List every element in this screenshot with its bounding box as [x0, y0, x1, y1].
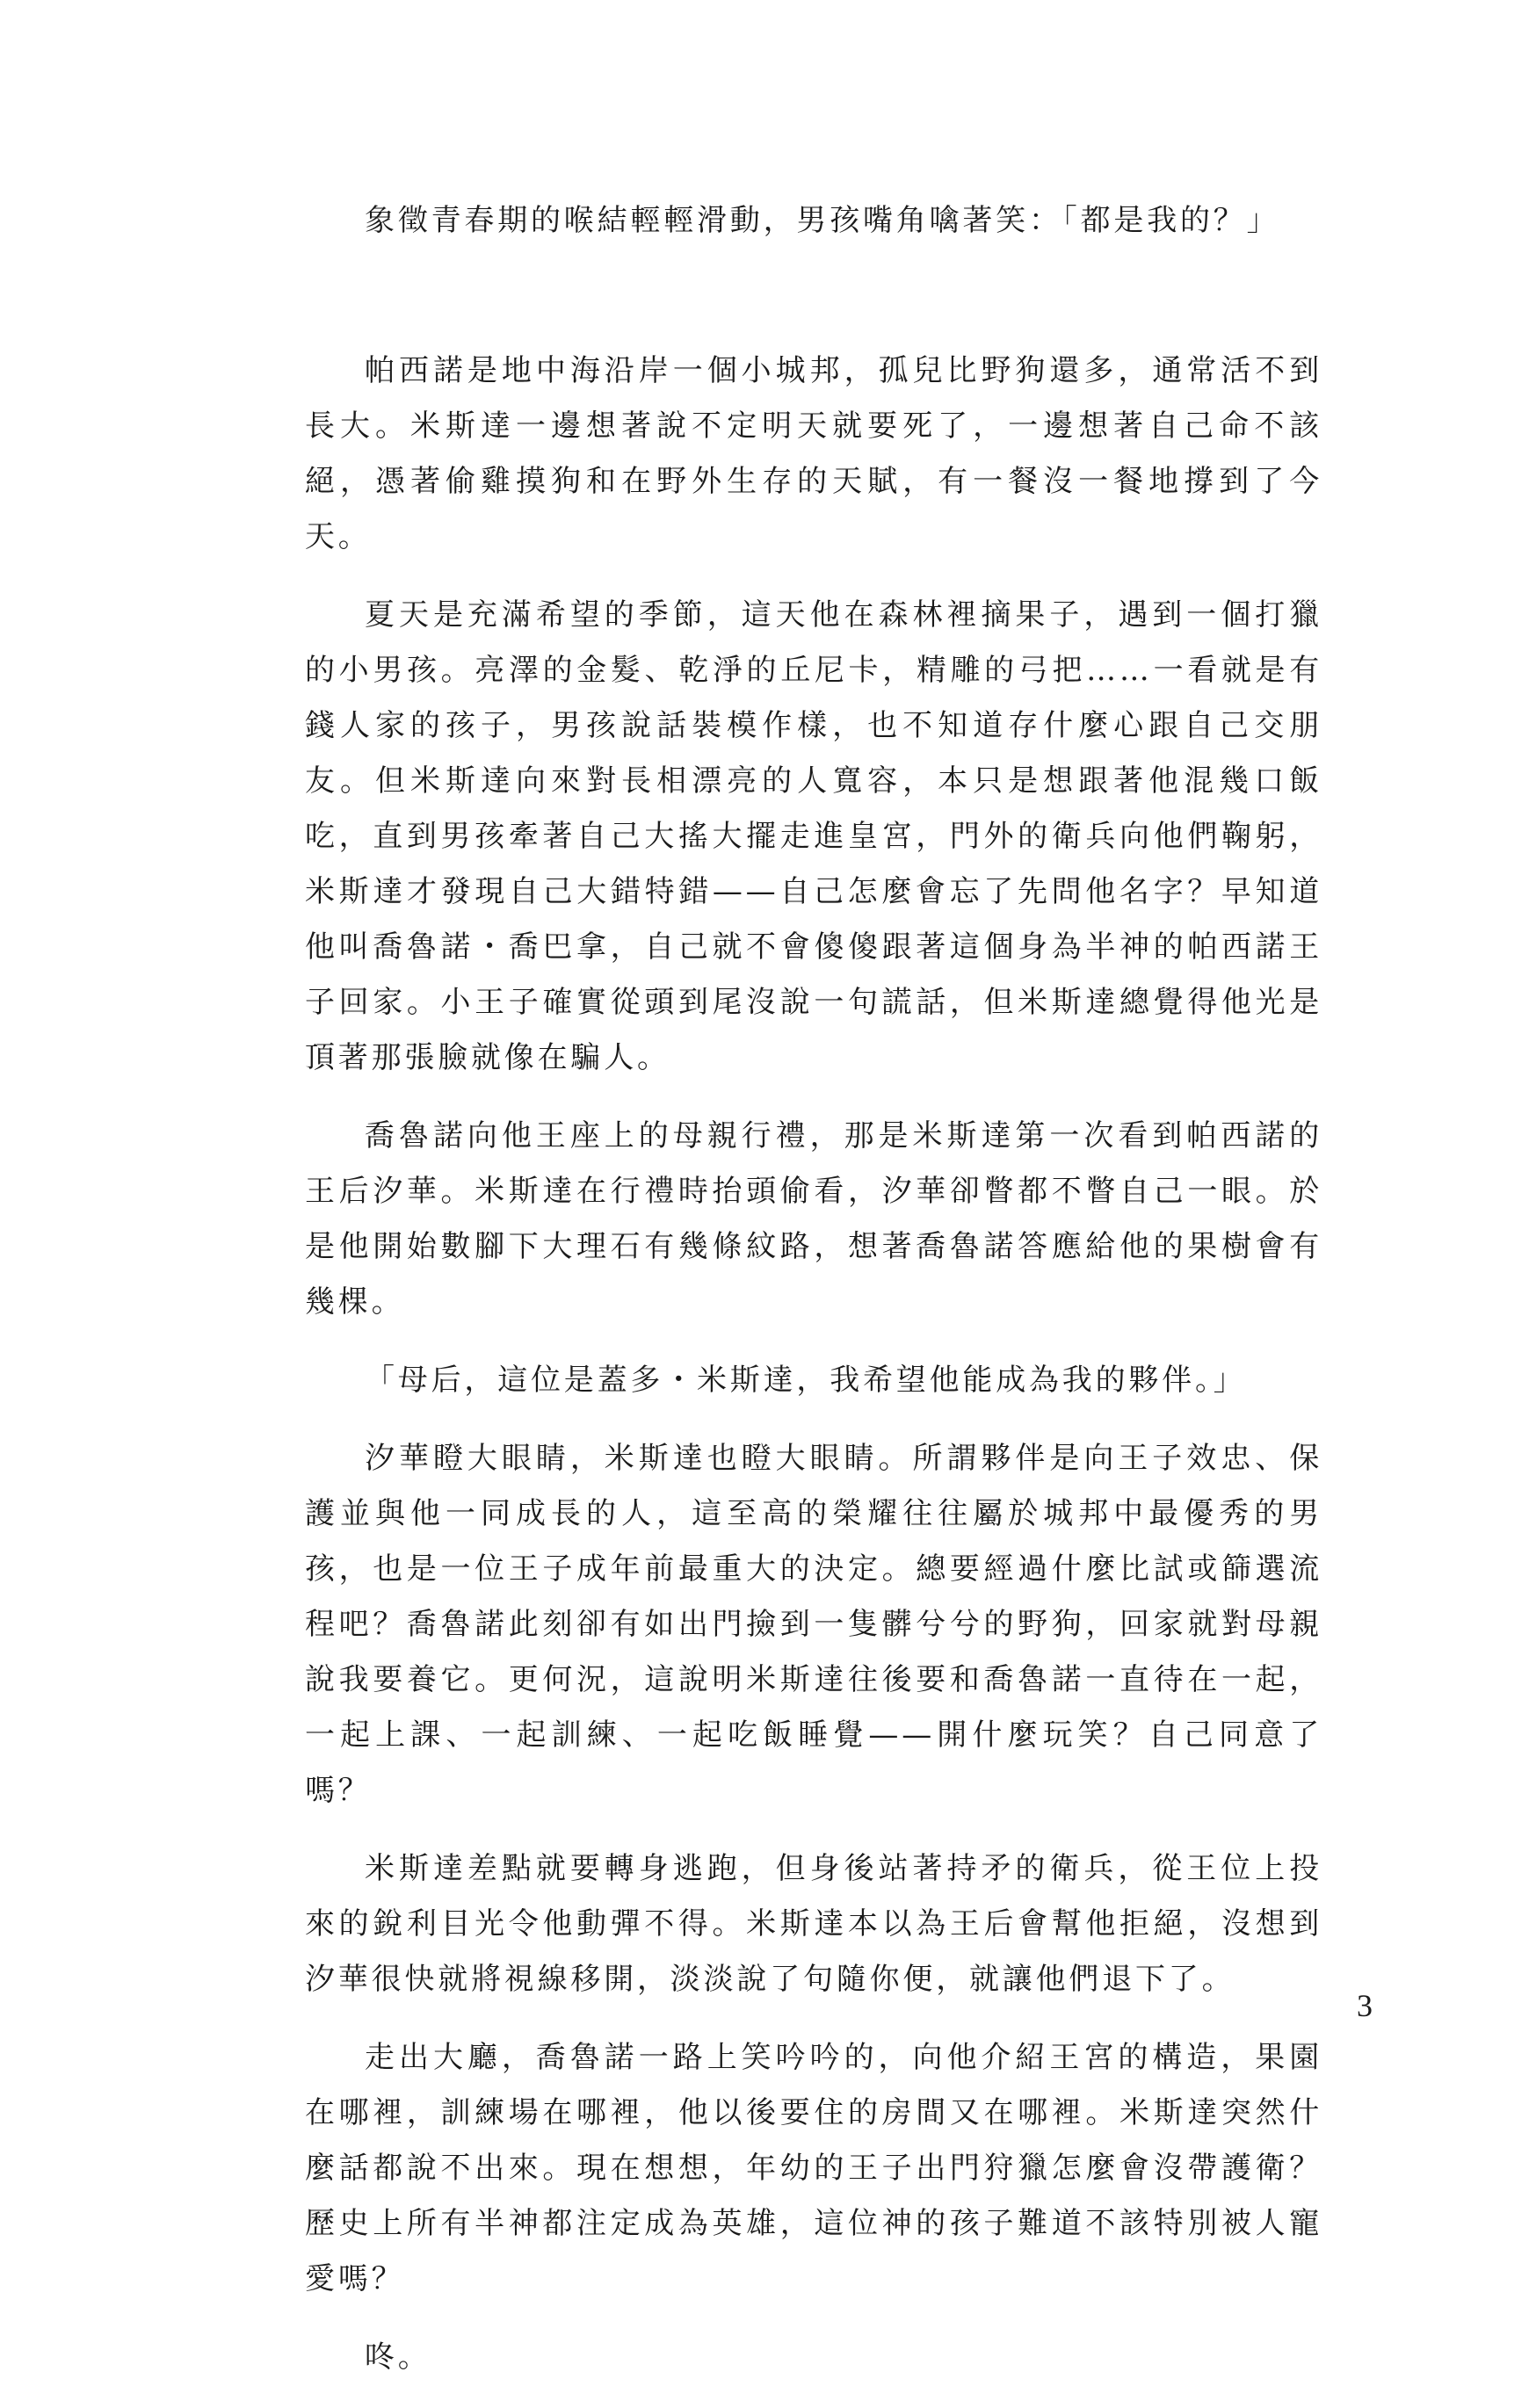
paragraph-5: 「母后，這位是蓋多・米斯達，我希望他能成為我的夥伴。」	[365, 1363, 1247, 1398]
paragraph-1: 象徵青春期的喉結輕輕滑動，男孩嘴角噙著笑：「都是我的？」	[365, 203, 1280, 238]
page-number: 3	[1357, 1988, 1373, 2023]
paragraph-6: 汐華瞪大眼睛，米斯達也瞪大眼睛。所謂夥伴是向王子效忠、保護並與他一同成長的人，這至高的榮耀往往屬於城邦中最優秀的男孩，也是一位王子成年前最重大的決定。總要經過什麼比試或篩選流程吧？喬魯諾此刻卻有如出門撿到一隻髒兮兮的野狗，回家就對母親說我要養它。更何況，這說明米斯達往後要和喬魯諾一直待在一起，一起上課、一起訓練、一起吃飯睡覺——開什麼玩笑？自己同意了嗎？	[305, 1441, 1322, 1808]
paragraph-3: 夏天是充滿希望的季節，這天他在森林裡摘果子，遇到一個打獵的小男孩。亮澤的金髮、乾淨的丘尼卡，精雕的弓把……一看就是有錢人家的孩子，男孩說話裝模作樣，也不知道存什麼心跟自己交朋友。但米斯達向來對長相漂亮的人寬容，本只是想跟著他混幾口飯吃，直到男孩牽著自己大搖大擺走進皇宮，門外的衛兵向他們鞠躬，米斯達才發現自己大錯特錯——自己怎麼會忘了先問他名字？早知道他叫喬魯諾・喬巴拿，自己就不會傻傻跟著這個身為半神的帕西諾王子回家。小王子確實從頭到尾沒說一句謊話，但米斯達總覺得他光是頂著那張臉就像在騙人。	[305, 597, 1322, 1075]
paragraph-7: 米斯達差點就要轉身逃跑，但身後站著持矛的衛兵，從王位上投來的銳利目光令他動彈不得。米斯達本以為王后會幫他拒絕，沒想到汐華很快就將視線移開，淡淡說了句隨你便，就讓他們退下了。	[305, 1851, 1322, 1997]
paragraph-9: 咚。	[365, 2339, 431, 2375]
paragraph-2: 帕西諾是地中海沿岸一個小城邦，孤兒比野狗還多，通常活不到長大。米斯達一邊想著說不定明天就要死了，一邊想著自己命不該絕，憑著偷雞摸狗和在野外生存的天賦，有一餐沒一餐地撐到了今天。	[305, 353, 1322, 554]
body-text	[305, 193, 1322, 2408]
paragraph-8: 走出大廳，喬魯諾一路上笑吟吟的，向他介紹王宮的構造，果園在哪裡，訓練場在哪裡，他以後要住的房間又在哪裡。米斯達突然什麼話都說不出來。現在想想，年幼的王子出門狩獵怎麼會沒帶護衛？歷史上所有半神都注定成為英雄，這位神的孩子難道不該特別被人寵愛嗎？	[305, 2040, 1322, 2296]
paragraph-4: 喬魯諾向他王座上的母親行禮，那是米斯達第一次看到帕西諾的王后汐華。米斯達在行禮時抬頭偷看，汐華卻瞥都不瞥自己一眼。於是他開始數腳下大理石有幾條紋路，想著喬魯諾答應給他的果樹會有幾棵。	[305, 1118, 1322, 1320]
